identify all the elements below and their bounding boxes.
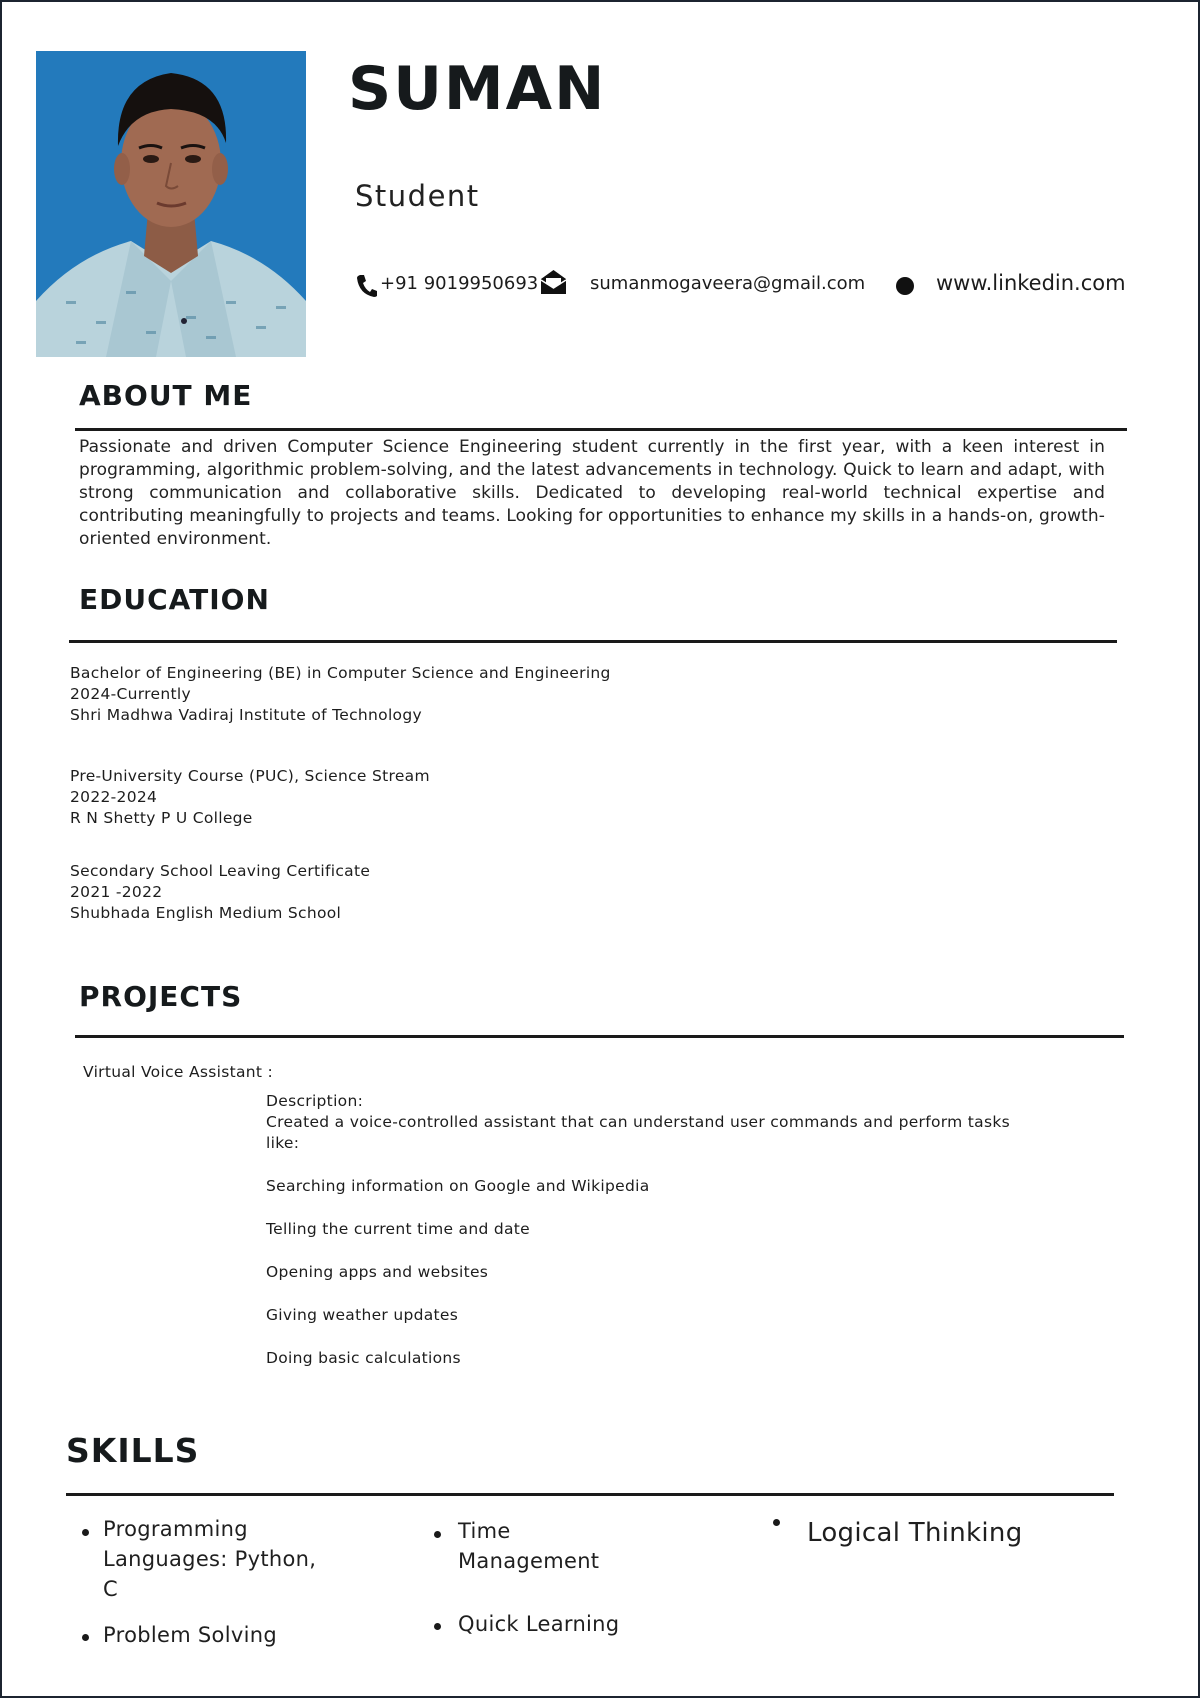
about-text: Passionate and driven Computer Science Engineering student currently in the first year, with a keen interest in programming, algorithmic problem-solving, and the latest advancements in technology. Quick to learn and adapt, with strong communication and collaborative skills. Dedicated to developing real-world technical expertise and contributing meaningfully to projects and teams. Looking for opportunities to enhance my skills in a hands-on, growth-oriented environment.: [79, 437, 1105, 549]
education-entry: [70, 663, 611, 726]
project-task-list: [266, 1176, 1046, 1369]
projects-heading: PROJECTS: [79, 980, 243, 1013]
project-task: Opening apps and websites: [266, 1263, 489, 1281]
website-link[interactable]: www.linkedin.com: [936, 271, 1126, 295]
education-years: 2021 -2022: [70, 883, 163, 901]
skill-bullet: [434, 1623, 441, 1630]
skill-item: Quick Learning: [458, 1612, 620, 1636]
education-entry: [70, 861, 370, 924]
skills-heading: SKILLS: [66, 1431, 200, 1470]
education-divider: [69, 640, 1117, 643]
education-years: 2022-2024: [70, 788, 158, 806]
education-institution: R N Shetty P U College: [70, 809, 253, 827]
education-degree: Pre-University Course (PUC), Science Stream: [70, 767, 430, 785]
project-description: Created a voice-controlled assistant that can understand user commands and perform tasks like:: [266, 1113, 1010, 1152]
email-icon: [540, 269, 567, 299]
project-task: Giving weather updates: [266, 1306, 459, 1324]
project-body: [266, 1091, 1046, 1369]
email-address[interactable]: sumanmogaveera@gmail.com: [590, 273, 866, 294]
project-task: Doing basic calculations: [266, 1349, 461, 1367]
project-task: Searching information on Google and Wikipedia: [266, 1177, 650, 1195]
education-entry: [70, 766, 430, 829]
education-institution: Shri Madhwa Vadiraj Institute of Technology: [70, 706, 422, 724]
skill-item: Time Management: [458, 1519, 600, 1573]
skill-bullet: [773, 1519, 780, 1526]
about-heading: ABOUT ME: [79, 379, 253, 412]
skill-bullet: [82, 1634, 89, 1641]
candidate-name: SUMAN: [348, 54, 607, 124]
project-description-label: Description:: [266, 1092, 364, 1110]
skill-item: Logical Thinking: [807, 1518, 1023, 1548]
project-task: Telling the current time and date: [266, 1220, 530, 1238]
profile-photo: [36, 51, 306, 357]
skill-item: Problem Solving: [103, 1623, 277, 1647]
globe-icon: [895, 276, 915, 300]
phone-number[interactable]: +91 9019950693: [380, 273, 539, 294]
skill-bullet: [82, 1529, 89, 1536]
skills-divider: [66, 1493, 1114, 1496]
about-divider: [75, 428, 1127, 431]
skill-bullet: [434, 1531, 441, 1538]
education-degree: Secondary School Leaving Certificate: [70, 862, 371, 880]
education-years: 2024-Currently: [70, 685, 191, 703]
project-title: Virtual Voice Assistant :: [83, 1063, 274, 1081]
projects-divider: [75, 1035, 1124, 1038]
phone-icon: [356, 274, 378, 302]
candidate-role: Student: [355, 179, 480, 213]
skill-item: Programming Languages: Python, C: [103, 1517, 317, 1601]
education-institution: Shubhada English Medium School: [70, 904, 342, 922]
education-heading: EDUCATION: [79, 583, 270, 616]
education-degree: Bachelor of Engineering (BE) in Computer Science and Engineering: [70, 664, 611, 682]
